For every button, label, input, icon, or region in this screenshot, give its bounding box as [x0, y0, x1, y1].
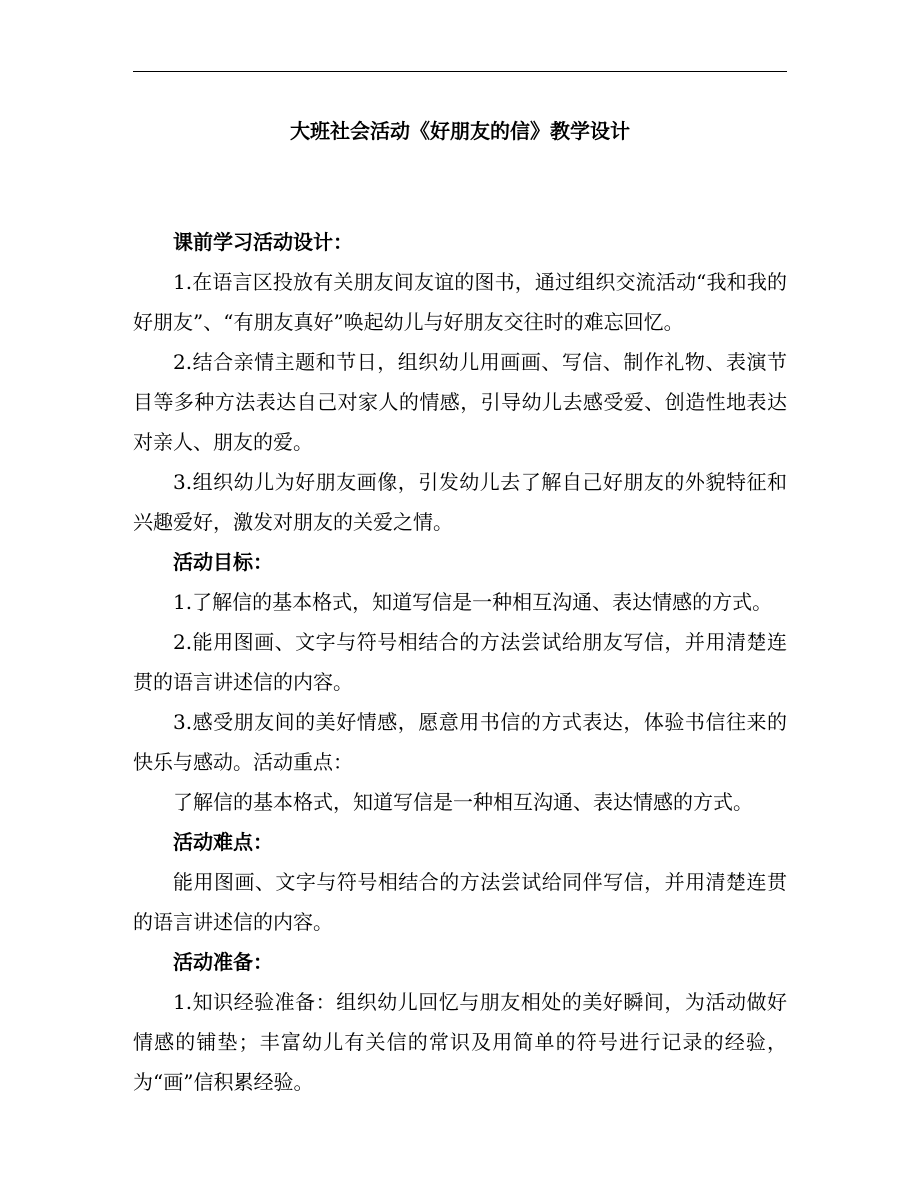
- section-heading: 活动准备：: [173, 950, 273, 974]
- body-paragraph: 2.结合亲情主题和节日，组织幼儿用画画、写信、制作礼物、表演节目等多种方法表达自己对家人的情感，引导幼儿去感受爱、创造性地表达对亲人、朋友的爱。: [133, 350, 787, 454]
- body-paragraph: 能用图画、文字与符号相结合的方法尝试给同伴写信，并用清楚连贯的语言讲述信的内容。: [133, 870, 787, 934]
- section-heading: 活动难点：: [173, 830, 273, 854]
- body-paragraph: 3.组织幼儿为好朋友画像，引发幼儿去了解自己好朋友的外貌特征和兴趣爱好，激发对朋友的关爱之情。: [133, 470, 787, 534]
- header-rule: [133, 71, 787, 72]
- body-paragraph: 1.了解信的基本格式，知道写信是一种相互沟通、表达情感的方式。: [173, 590, 773, 614]
- body-paragraph: 了解信的基本格式，知道写信是一种相互沟通、表达情感的方式。: [173, 790, 753, 814]
- document-body: [133, 222, 787, 1102]
- body-paragraph: 1.知识经验准备：组织幼儿回忆与朋友相处的美好瞬间，为活动做好情感的铺垫；丰富幼儿有关信的常识及用简单的符号进行记录的经验，为“画”信积累经验。: [133, 990, 787, 1094]
- section-heading: 活动目标：: [173, 550, 273, 574]
- section-heading: 课前学习活动设计：: [173, 230, 353, 254]
- document-title: 大班社会活动《好朋友的信》教学设计: [290, 119, 630, 143]
- body-paragraph: 2.能用图画、文字与符号相结合的方法尝试给朋友写信，并用清楚连贯的语言讲述信的内容。: [133, 630, 787, 694]
- body-paragraph: 1.在语言区投放有关朋友间友谊的图书，通过组织交流活动“我和我的好朋友”、“有朋友真好”唤起幼儿与好朋友交往时的难忘回忆。: [133, 270, 787, 334]
- body-paragraph: 3.感受朋友间的美好情感，愿意用书信的方式表达，体验书信往来的快乐与感动。活动重点：: [133, 710, 787, 774]
